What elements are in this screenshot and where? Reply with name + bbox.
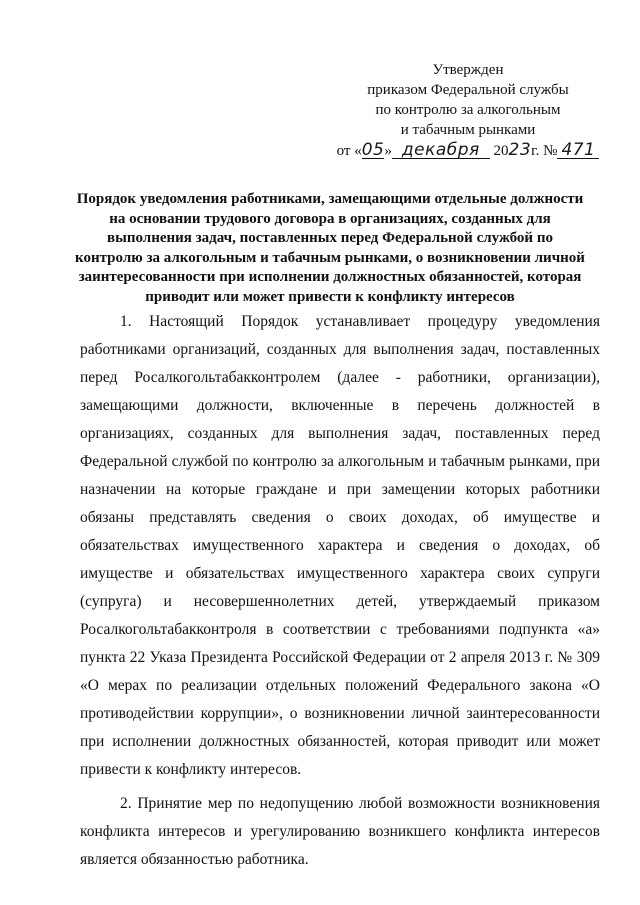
title-line-3: выполнения задач, поставленных перед Федеральной службой по [107, 230, 553, 246]
order-prefix: от « [336, 143, 362, 159]
document-title [60, 190, 600, 307]
order-year-prefix: 20 [489, 143, 509, 159]
order-number-handwritten: 471 [557, 142, 599, 159]
approval-line-2: приказом Федеральной службы [367, 82, 569, 98]
title-line-2: на основании трудового договора в организациях, созданных для [109, 210, 551, 227]
order-date-line [328, 140, 608, 161]
approval-block [328, 60, 608, 161]
order-month-handwritten: декабря [392, 142, 490, 159]
title-line-6: приводит или может привести к конфликту интересов [145, 288, 515, 305]
title-line-1: Порядок уведомления работниками, замещающими отдельные должности [76, 191, 584, 207]
document-body [80, 308, 600, 874]
order-year-handwritten: 23 [508, 140, 532, 160]
title-line-4: контролю за алкогольным и табачным рынками, о возникновении личной [75, 249, 585, 266]
paragraph-1: 1. Настоящий Порядок устанавливает процедуру уведомления работниками организаций, созданных для выполнения задач, поставленных перед Росалкогольтабакконтролем (далее - работники, организации), замещающими должности, включенные в перечень должностей в организациях, созданных для выполнения задач, поставленных перед Федеральной службой по контролю за алкогольным и табачным рынками, при назначении на которые граждане и при замещении которых работники обязаны представлять сведения о своих доходах, об имуществе и обязательствах имущественного характера и сведения о доходах, об имуществе и обязательствах имущественного характера своих супруги (супруга) и несовершеннолетних детей, утверждаемый приказом Росалкогольтабакконтроля в соответствии с требованиями подпункта «а» пункта 22 Указа Президента Российской Федерации от 2 апреля 2013 г. № 309 «О мерах по реализации отдельных положений Федерального закона «О противодействии коррупции», о возникновении личной заинтересованности при исполнении должностных обязанностей, которая приводит или может привести к конфликту интересов. [80, 313, 600, 778]
approval-line-3: по контролю за алкогольным [375, 102, 561, 118]
order-reference [337, 140, 600, 161]
order-mid: » [384, 143, 392, 159]
order-year-end: г. № [531, 143, 558, 159]
order-day-handwritten: 05 [361, 140, 385, 160]
approval-line-4: и табачным рынками [400, 122, 536, 138]
approval-line-1: Утвержден [432, 62, 504, 78]
title-line-5: заинтересованности при исполнении должностных обязанностей, которая [78, 269, 582, 285]
paragraph-2: 2. Принятие мер по недопущению любой возможности возникновения конфликта интересов и урегулированию возникшего конфликта интересов является обязанностью работника. [80, 795, 600, 868]
